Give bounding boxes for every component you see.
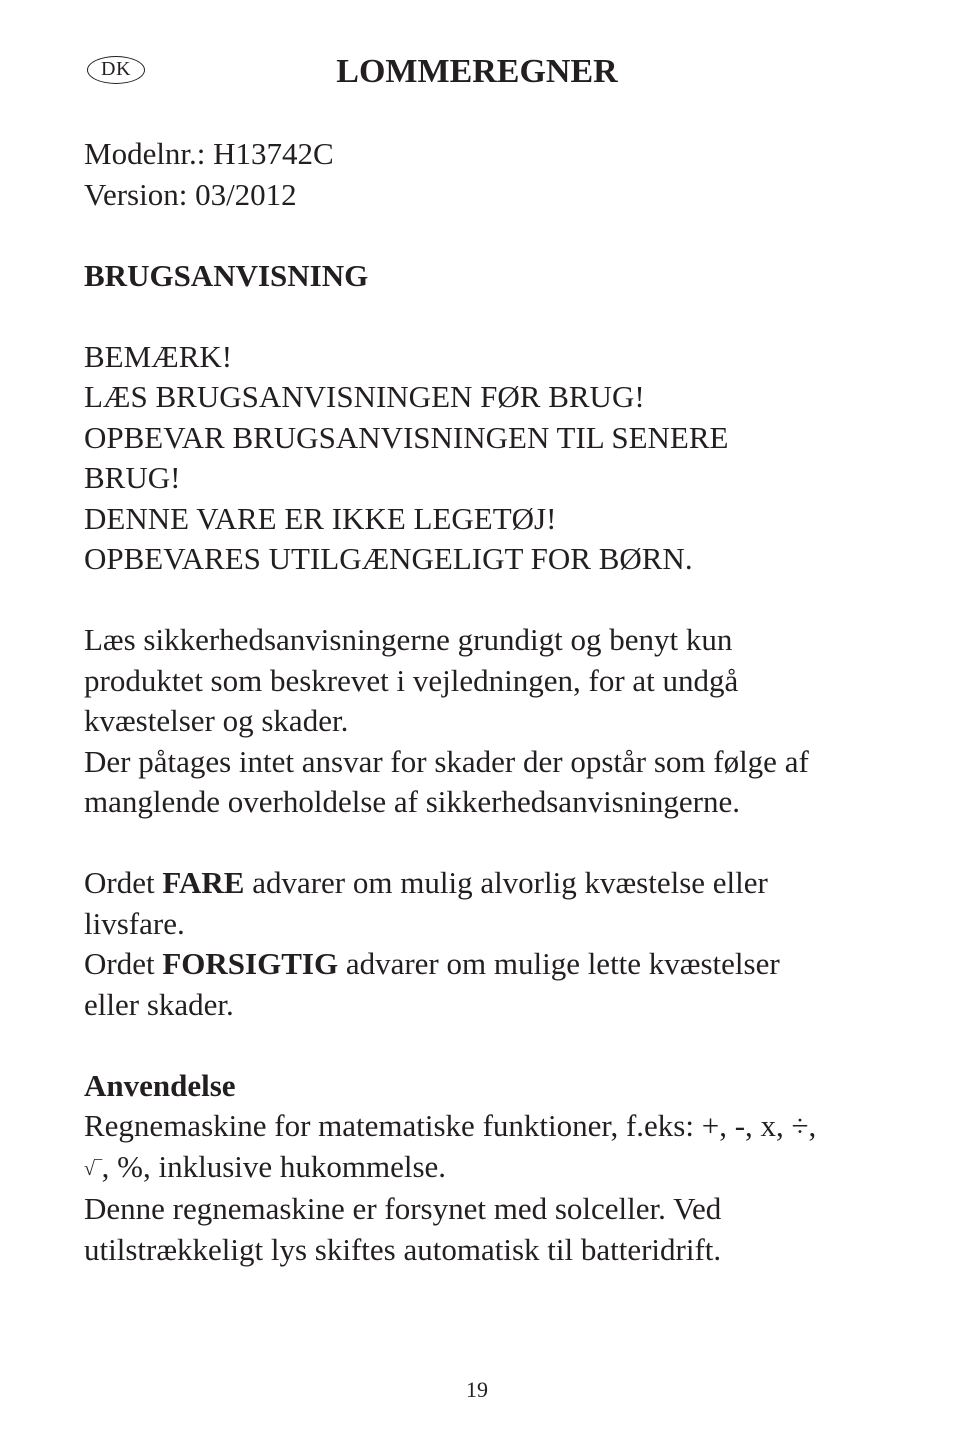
- usage-line-1: Regnemaskine for matematiske funktioner, f.eks: +, -, x, ÷,: [84, 1108, 817, 1143]
- usage-line-2: [84, 1147, 904, 1190]
- page-number: 19: [466, 1377, 488, 1402]
- usage-block: [84, 1066, 904, 1271]
- notice-line: BEMÆRK!: [84, 338, 233, 374]
- notice-block: [84, 337, 904, 580]
- usage-line-3: Denne regnemaskine er forsynet med solceller. Ved: [84, 1191, 722, 1226]
- notice-line: DENNE VARE ER IKKE LEGETØJ!: [84, 500, 557, 536]
- instructions-heading-block: [84, 256, 904, 297]
- forsigtig-line-2: eller skader.: [84, 986, 234, 1022]
- model-number: Modelnr.: H13742C: [84, 136, 334, 171]
- page-content: [84, 134, 904, 1311]
- safety-line: Læs sikkerhedsanvisningerne grundigt og benyt kun: [84, 622, 733, 657]
- instructions-heading: BRUGSANVISNING: [84, 257, 369, 293]
- model-info: [84, 134, 904, 215]
- fare-line: [84, 863, 904, 904]
- forsigtig-line: [84, 944, 904, 985]
- safety-line: kvæstelser og skader.: [84, 703, 349, 738]
- forsigtig-prefix: Ordet: [84, 946, 163, 981]
- notice-line: LÆS BRUGSANVISNINGEN FØR BRUG!: [84, 379, 645, 414]
- safety-block: [84, 620, 904, 823]
- fare-word: FARE: [162, 865, 245, 900]
- usage-heading: Anvendelse: [84, 1067, 236, 1103]
- safety-line: manglende overholdelse af sikkerhedsanvisningerne.: [84, 784, 740, 819]
- page-title: LOMMEREGNER: [336, 53, 618, 90]
- signal-words-block: [84, 863, 904, 1025]
- notice-line: OPBEVAR BRUGSANVISNINGEN TIL SENERE: [84, 419, 729, 455]
- square-root-icon: √‾: [84, 1157, 102, 1180]
- notice-line: BRUG!: [84, 460, 181, 495]
- fare-line-2: livsfare.: [84, 905, 185, 941]
- language-badge: DK: [87, 56, 145, 84]
- fare-prefix: Ordet: [84, 865, 163, 900]
- safety-line: produktet som beskrevet i vejledningen, for at undgå: [84, 662, 739, 698]
- safety-line: Der påtages intet ansvar for skader der opstår som følge af: [84, 743, 809, 779]
- forsigtig-suffix: advarer om mulige lette kvæstelser: [338, 946, 780, 981]
- version: Version: 03/2012: [84, 176, 297, 212]
- forsigtig-word: FORSIGTIG: [162, 946, 339, 981]
- notice-line: OPBEVARES UTILGÆNGELIGT FOR BØRN.: [84, 541, 693, 576]
- usage-line-4: utilstrækkeligt lys skiftes automatisk til batteridrift.: [84, 1231, 722, 1267]
- fare-suffix: advarer om mulig alvorlig kvæstelse eller: [244, 865, 768, 900]
- usage-line-2-text: , %, inklusive hukommelse.: [101, 1148, 447, 1184]
